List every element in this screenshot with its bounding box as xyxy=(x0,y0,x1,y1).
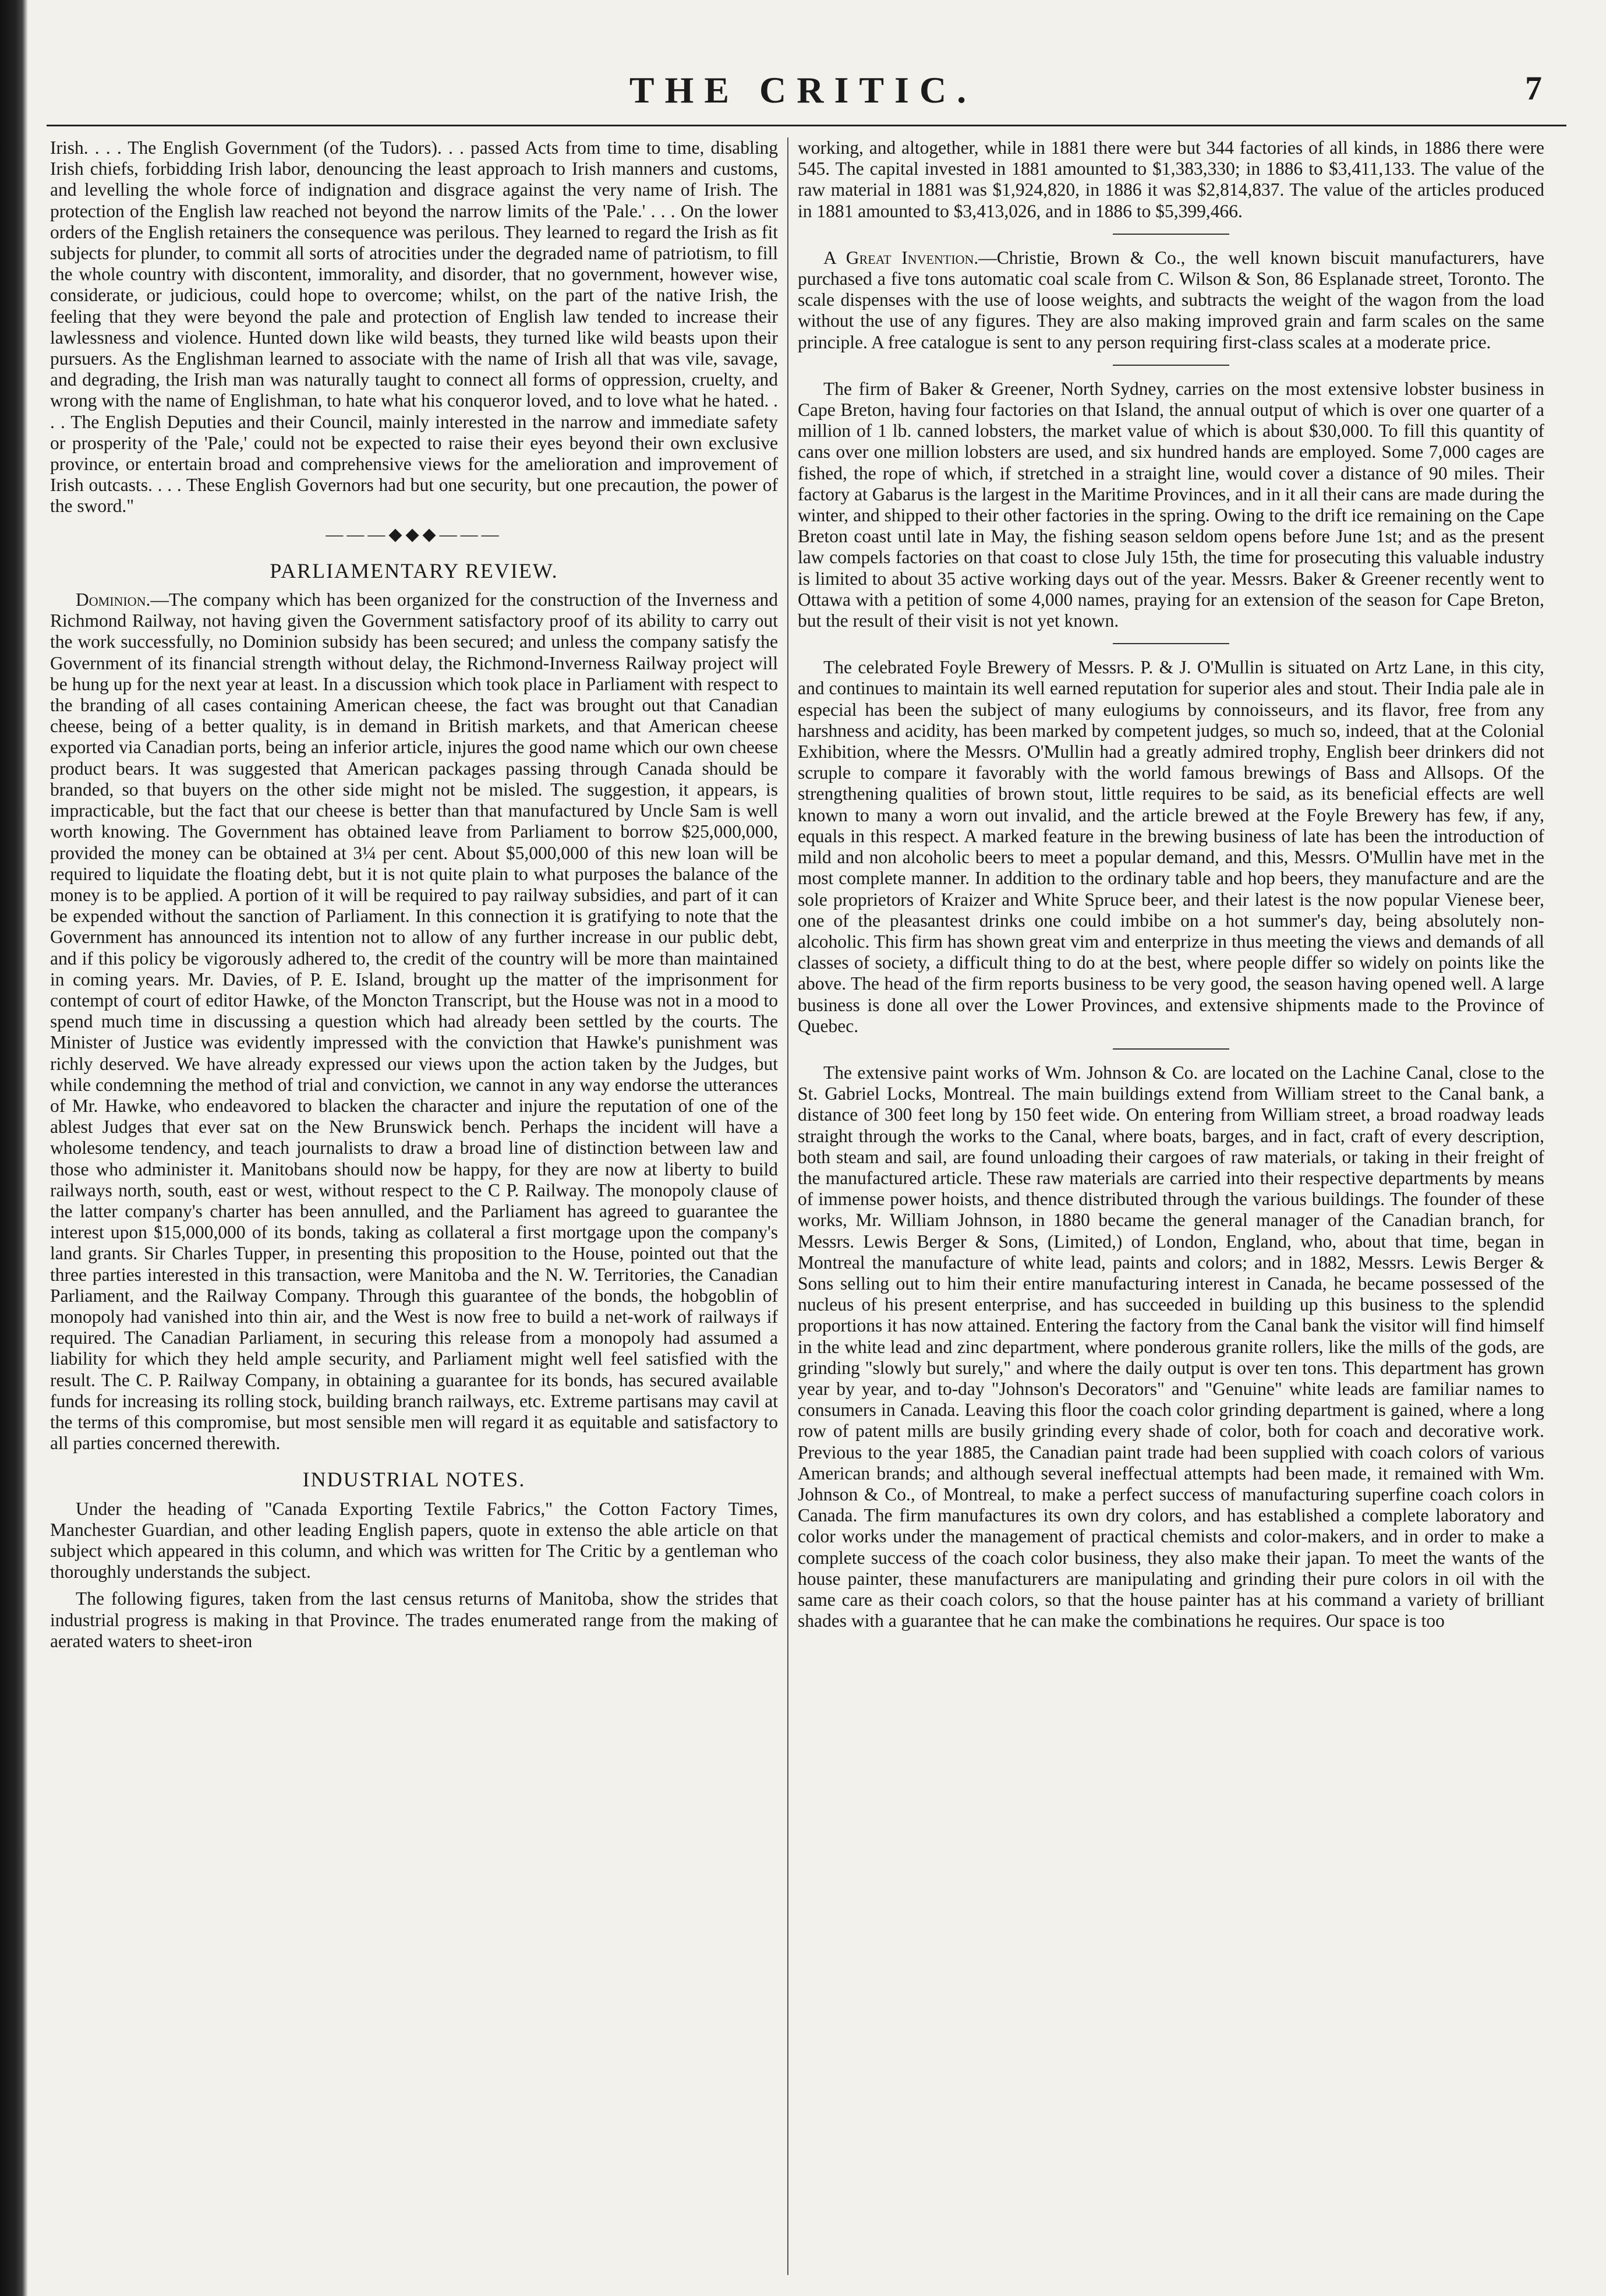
item-separator xyxy=(1113,365,1229,366)
parliamentary-body: —The company which has been organized for the construction of the Inverness and Richmond Railway, not having given the Government satisfactory proof of its ability to carry out the work successfully, no Dominion subsidy has been secured; and unless the company satisfy the Government of its financial strength without delay, the Richmond-Inverness Railway project will be hung up for the next year at least. In a discussion which took place in Parliament with respect to the branding of all cases containing American cheese, the fact was brought out that Canadian cheese, being of a better quality, is in demand in British markets, and that American cheese exported via Canadian ports, being an inferior article, injures the good name which our own cheese product bears. It was suggested that American packages passing through Canada should be branded, so that buyers on the other side might not be misled. The suggestion, it appears, is impracticable, but the fact that our cheese is better than that manufactured by Uncle Sam is well worth knowing. The Government has obtained leave from Parliament to borrow $25,000,000, provided the money can be obtained at 3¼ per cent. About $5,000,000 of this new loan will be required to liquidate the floating debt, but it is not quite plain to what purposes the balance of the money is to be applied. A portion of it will be required to pay railway subsidies, and part of it can be expended without the sanction of Parliament. In this connection it is gratifying to note that the Government has announced its intention not to allow of any further increase in our public debt, and if this policy be vigorously adhered to, the credit of the country will be more than maintained in coming years. Mr. Davies, of P. E. Island, brought up the matter of the imprisonment for contempt of court of editor Hawke, of the Moncton Transcript, but the House was not in a mood to spend much time in discussing a question which had already been settled by the courts. The Minister of Justice was evidently impressed with the conviction that Hawke's punishment was richly deserved. We have already expressed our views upon the action taken by the Judges, but while condemning the method of trial and conviction, we cannot in any way endorse the utterances of Mr. Hawke, who endeavored to blacken the character and injure the reputation of one of the ablest Judges that ever sat on the New Brunswick bench. Perhaps the incident will have a wholesome tendency, and teach journalists to draw a broad line of distinction between law and those who administer it. Manitobans should now be happy, for they are now at liberty to build railways north, south, east or west, without respect to the C P. Railway. The monopoly clause of the latter company's charter has been annulled, and the Parliament has agreed to guarantee the interest upon $15,000,000 of its bonds, taking as collateral a first mortgage upon the company's land grants. Sir Charles Tupper, in presenting this proposition to the House, pointed out that the three parties interested in this transaction, were Manitoba and the N. W. Territories, the Canadian Parliament, and the Railway Company. Through this guarantee of the bonds, the hobgoblin of monopoly had vanished into thin air, and the West is now free to build a net-work of railways if required. The Canadian Parliament, in securing this release from a monopoly had assumed a liability for which they held ample security, and Parliament might well feel satisfied with the result. The C. P. Railway Company, in obtaining a guarantee for its bonds, has secured available funds for increasing its rolling stock, building branch railways, etc. Extreme partisans may cavil at the terms of this compromise, but most sensible men will regard it as equitable and satisfactory to all parties concerned therewith. xyxy=(50,589,778,1454)
binding-edge xyxy=(0,0,28,2296)
great-invention-body: —Christie, Brown & Co., the well known biscuit manufacturers, have purchased a five tons automatic coal scale from C. Wilson & Son, 86 Esplanade street, Toronto. The scale dispenses with the use of loose weights, and subtracts the weight of the wagon from the load without the use of any figures. They are also making improved grain and farm scales on the same principle. A free catalogue is sent to any person requiring first-class scales at a moderate price. xyxy=(798,247,1544,352)
parliamentary-review-paragraph xyxy=(50,589,778,1454)
header-rule xyxy=(47,125,1566,126)
section-ornament: ———◆◆◆——— xyxy=(326,524,503,544)
parliamentary-review-heading: PARLIAMENTARY REVIEW. xyxy=(270,559,558,582)
item-separator xyxy=(1113,1048,1229,1050)
lobster-business-paragraph: The firm of Baker & Greener, North Sydney, carries on the most extensive lobster business in Cape Breton, having four factories on that Island, the annual output of which is over one quarter of a million of 1 lb. canned lobsters, the market value of which is about $30,000. To fill this quantity of cans over one million lobsters are used, and six hundred hands are employed. Some 7,000 cages are fished, the rope of which, if stretched in a straight line, would cover a distance of 90 miles. Their factory at Gabarus is the largest in the Maritime Provinces, and in it all their cans are made during the winter, and shipped to their other factories in the spring. Owing to the drift ice remaining on the Cape Breton coast until late in May, the fishing season seldom opens before June 1st; and as the present law compels factories on that coast to close July 15th, the time for prosecuting this valuable industry is limited to about 35 active working days out of the year. Messrs. Baker & Greener recently went to Ottawa with a petition of some 4,000 names, praying for an extension of the season for Cape Breton, but the result of their visit is not yet known. xyxy=(798,378,1544,631)
manitoba-census-continuation: working, and altogether, while in 1881 there were but 344 factories of all kinds, in 1886 there were 545. The capital invested in 1881 amounted to $1,383,330; in 1886 to $3,411,133. The value of the raw material in 1881 was $1,924,820, in 1886 it was $2,814,837. The value of the articles produced in 1881 amounted to $3,413,026, and in 1886 to $5,399,466. xyxy=(798,137,1544,221)
item-separator xyxy=(1113,234,1229,235)
industrial-notes-heading: INDUSTRIAL NOTES. xyxy=(302,1468,526,1492)
page-number: 7 xyxy=(1525,69,1542,107)
irish-history-continuation: Irish. . . . The English Government (of the Tudors). . . passed Acts from time to time, disabling Irish chiefs, forbidding Irish labor, denouncing the least approach to Irish manners and customs, and levelling the whole force of indignation and disgrace against the very name of Irish. The protection of the English law reached not beyond the narrow limits of the 'Pale.' . . . On the lower orders of the English retainers the consequence was perilous. They learned to regard the Irish as fit subjects for plunder, to commit all sorts of atrocities under the degraded name of patriotism, to fill the whole country with discontent, immorality, and disorder, that no government, however wise, considerate, or judicious, could hope to overcome; whilst, on the part of the native Irish, the feeling that they were beyond the pale and protection of English law tended to increase their lawlessness and violence. Hunted down like wild beasts, they turned like wild beasts upon their pursuers. As the Englishman learned to associate with the name of Irish all that was vile, savage, and degrading, the Irish man was naturally taught to connect all forms of oppression, cruelty, and wrong with the name of Englishman, to hate what his conqueror loved, and to love what he hated. . . . The English Deputies and their Council, mainly interested in the narrow and immediate safety or prosperity of the 'Pale,' could not be expected to raise their eyes beyond their own exclusive province, or entertain broad and comprehensive views for the amelioration and improvement of Irish outcasts. . . . These English Governors had but one security, but one precaution, the power of the sword." xyxy=(50,137,778,517)
great-invention-lead: A Great Invention. xyxy=(823,247,979,268)
industrial-notes-paragraph-2: The following figures, taken from the last census returns of Manitoba, show the strides that industrial progress is making in that Province. The trades enumerated range from the making of aerated waters to sheet-iron xyxy=(50,1588,778,1651)
column-divider xyxy=(787,137,788,2275)
paint-works-paragraph: The extensive paint works of Wm. Johnson & Co. are located on the Lachine Canal, close to the St. Gabriel Locks, Montreal. The main buildings extend from William street to the Canal bank, a distance of 300 feet long by 150 feet wide. On entering from William street, a broad roadway leads straight through the works to the Canal, where boats, barges, and in fact, craft of every description, both steam and sail, are found unloading their cargoes of raw materials, or taking in their freight of the manufactured article. These raw materials are carried into their respective departments by means of immense power hoists, and thence distributed through the various buildings. The founder of these works, Mr. William Johnson, in 1880 became the general manager of the Canadian branch, for Messrs. Lewis Berger & Sons, (Limited,) of London, England, who, about that time, began in Montreal the manufacture of white lead, paints and colors; and in 1882, Messrs. Lewis Berger & Sons selling out to him their entire manufacturing interest in Canada, he became possessed of the nucleus of his present enterprise, and has succeeded in building up this business to the splendid proportions it has now attained. Entering the factory from the Canal bank the visitor will find himself in the white lead and zinc department, where ponderous granite rollers, like the mills of the gods, are grinding "slowly but surely," and where the daily output is over ten tons. This department has grown year by year, and to-day "Johnson's Decorators" and "Genuine" white leads are familiar names to consumers in Canada. Leaving this floor the coach color grinding department is gained, where a long row of patent mills are busily grinding every shade of color, both for coach and decorative work. Previous to the year 1885, the Canadian paint trade had been supplied with coach colors of various American brands; and although several ineffectual attempts had been made, it remained with Wm. Johnson & Co., of Montreal, to make a perfect success of manufacturing superfine coach colors in Canada. The firm manufactures its own dry colors, and has established a complete laboratory and color works under the management of practical chemists and color-makers, and in order to make a complete success of the coach color business, they also make their japan. To meet the wants of the house painter, these manufacturers are manipulating and grinding their pure colors in oil with the same care as their coach colors, so that the house painter has at his command a variety of brilliant shades with a guarantee that he can make the combinations he requires. Our space is too xyxy=(798,1062,1544,1631)
foyle-brewery-paragraph: The celebrated Foyle Brewery of Messrs. P. & J. O'Mullin is situated on Artz Lane, in this city, and continues to maintain its well earned reputation for superior ales and stout. Their India pale ale in especial has been the subject of many eulogiums by connoisseurs, and its flavor, free from any harshness and acidity, has been marked by competent judges, so much so, indeed, that at the Colonial Exhibition, where the Messrs. O'Mullin had a greatly admired trophy, English beer drinkers did not scruple to compare it favorably with the world famous brewings of Bass and Allsops. Of the strengthening qualities of brown stout, little requires to be said, as its beneficial effects are well known to many a worn out invalid, and the article brewed at the Foyle Brewery has few, if any, equals in this respect. A marked feature in the brewing business of late has been the introduction of mild and non alcoholic beers to meet a popular demand, and this, Messrs. O'Mullin have met in the most complete manner. In addition to the ordinary table and hop beers, they manufacture and are the sole proprietors of Kraizer and White Spruce beer, and their latest is the now popular Vienese beer, one of the pleasantest drinks one could imbibe on a hot summer's day, being absolutely non-alcoholic. This firm has shown great vim and enterprize in thus meeting the views and demands of all classes of society, a difficult thing to do at the best, where people differ so widely on points like the above. The head of the firm reports business to be very good, the season having opened well. A large business is done all over the Lower Provinces, and extensive shipments made to the Province of Quebec. xyxy=(798,657,1544,1036)
great-invention-paragraph xyxy=(798,248,1544,353)
left-column xyxy=(50,137,778,2275)
industrial-notes-paragraph-1: Under the heading of "Canada Exporting Textile Fabrics," the Cotton Factory Times, Manchester Guardian, and other leading English papers, quote in extenso the able article on that subject which appeared in this column, and which was written for The Critic by a gentleman who thoroughly understands the subject. xyxy=(50,1498,778,1583)
item-separator xyxy=(1113,643,1229,644)
parliamentary-lead-word: Dominion. xyxy=(76,589,151,610)
right-column xyxy=(798,137,1544,2275)
masthead-title: THE CRITIC. xyxy=(629,69,977,111)
